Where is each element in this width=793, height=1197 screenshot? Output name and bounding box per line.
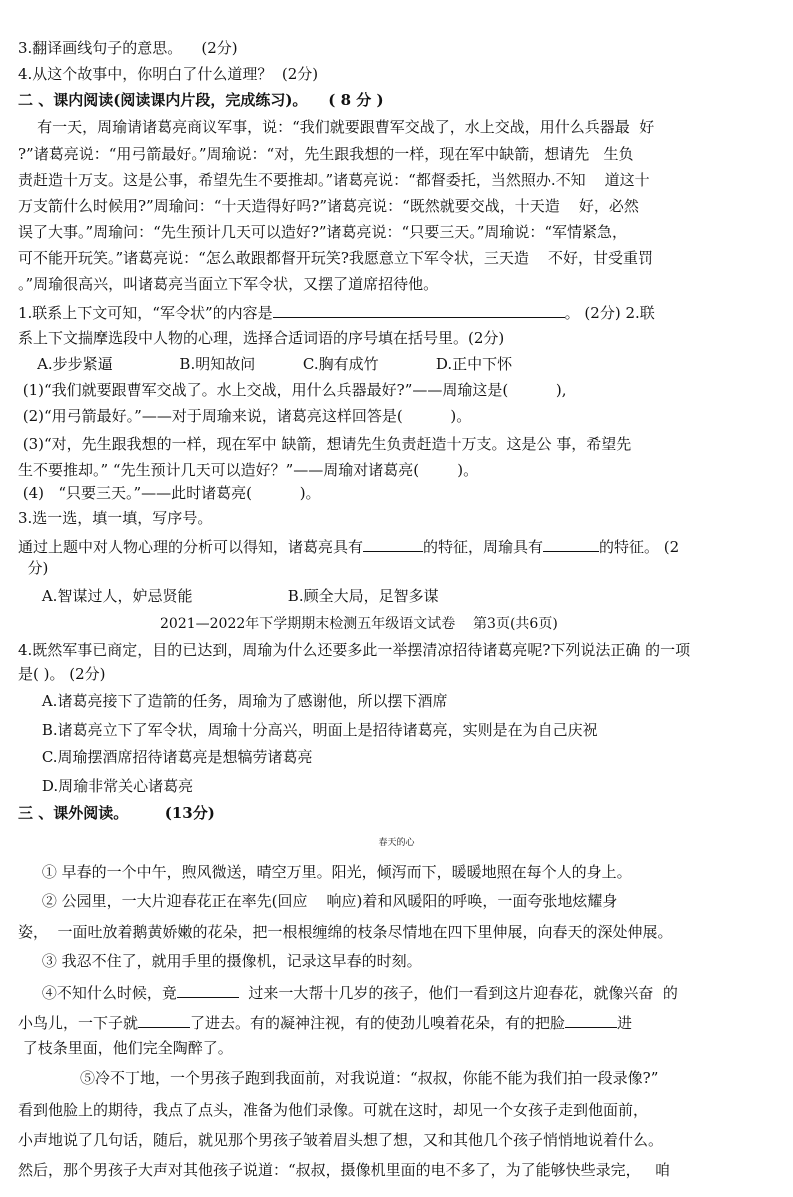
- article-text: 小鸟儿，一下子就: [18, 1014, 139, 1032]
- option-c: C.周瑜摆酒席招待诸葛亮是想犒劳诸葛亮: [18, 748, 313, 766]
- passage-line: 万支箭什么时候用?”周瑜问：“十天造得好吗?”诸葛亮说：“既然就要交战，十天造 好，必然: [18, 197, 639, 215]
- question-text: 的特征，周瑜具有: [423, 538, 544, 556]
- article-paragraph: 姿， 一面吐放着鹅黄娇嫩的花朵，把一根根缠绵的枝条尽情地在四下里伸展，向春天的深处伸展。: [18, 923, 673, 941]
- answer-blank[interactable]: [543, 536, 599, 552]
- page-footer: 2021—2022年下学期期末检测五年级语文试卷 第3页(共6页): [160, 616, 558, 632]
- question-3-translate: 3.翻译画线句子的意思。 (2分): [18, 39, 238, 57]
- question-4-line: 4.既然军事已商定，目的已达到，周瑜为什么还要多此一举摆清凉招待诸葛亮呢?下列说法正确 的一项: [18, 641, 691, 659]
- sub-question: (1)“我们就要跟曹军交战了。水上交战，用什么兵器最好?”——周瑜这是( ),: [18, 381, 567, 399]
- sub-question: (2)“用弓箭最好。”——对于周瑜来说，诸葛亮这样回答是( )。: [18, 407, 472, 425]
- question-text: 分): [18, 559, 49, 577]
- article-title: 春天的心: [378, 838, 415, 848]
- article-text: ④不知什么时候，竟: [18, 984, 177, 1002]
- passage-line: 有一天，周瑜请诸葛亮商议军事，说：“我们就要跟曹军交战了，水上交战，用什么兵器最 好: [18, 118, 655, 136]
- question-2-line: 系上下文揣摩选段中人物的心理，选择合适词语的序号填在括号里。(2分): [18, 329, 505, 347]
- answer-blank[interactable]: [177, 982, 239, 998]
- option-d: D.周瑜非常关心诸葛亮: [18, 777, 194, 795]
- article-paragraph: [18, 982, 678, 1003]
- options-row: A.智谋过人，妒忌贤能 B.顾全大局，足智多谋: [18, 587, 439, 605]
- answer-blank[interactable]: [273, 302, 565, 318]
- question-4-lesson: 4.从这个故事中，你明白了什么道理？ (2分): [18, 65, 319, 83]
- article-paragraph: 看到他脸上的期待，我点了点头，准备为他们录像。可就在这时，却见一个女孩子走到他面前，: [18, 1101, 649, 1119]
- article-paragraph: 然后，那个男孩子大声对其他孩子说道：“叔叔，摄像机里面的电不多了，为了能够快些录完， 咱: [18, 1161, 670, 1179]
- answer-blank[interactable]: [565, 1012, 617, 1028]
- question-text: 1.联系上下文可知，“军令状”的内容是: [18, 304, 273, 322]
- passage-line: 。”周瑜很高兴，叫诸葛亮当面立下军令状，又摆了道席招待他。: [18, 275, 439, 293]
- article-paragraph: ⑤冷不丁地，一个男孩子跑到我面前，对我说道：“叔叔，你能不能为我们拍一段录像?”: [18, 1069, 659, 1087]
- article-text: 了进去。有的凝神注视，有的使劲儿嗅着花朵，有的把脸: [190, 1014, 566, 1032]
- sub-question: (4) “只要三天。”——此时诸葛亮( )。: [18, 484, 321, 502]
- sub-question: 生不要推却。” “先生预计几天可以造好？”——周瑜对诸葛亮( )。: [18, 461, 479, 479]
- article-text: 进: [617, 1014, 633, 1032]
- passage-line: 误了大事。”周瑜问：“先生预计几天可以造好?”诸葛亮说：“只要三天。”周瑜说：“军情紧急，: [18, 223, 628, 241]
- options-row: A.步步紧逼 B.明知故问 C.胸有成竹 D.正中下怀: [18, 355, 513, 373]
- article-paragraph: [18, 1012, 632, 1033]
- question-text: 的特征。 (2: [599, 538, 680, 556]
- article-paragraph: 小声地说了几句话，随后，就见那个男孩子皱着眉头想了想，又和其他几个孩子悄悄地说着什么。: [18, 1131, 664, 1149]
- article-paragraph: 了枝条里面，他们完全陶醉了。: [18, 1039, 233, 1057]
- section-3-heading: 三 、课外阅读。 (13分): [18, 804, 215, 822]
- question-1-line: [18, 302, 655, 323]
- article-paragraph: ③ 我忍不住了，就用手里的摄像机，记录这早春的时刻。: [18, 952, 422, 970]
- option-a: A.诸葛亮接下了造箭的任务，周瑜为了感谢他，所以摆下酒席: [18, 692, 448, 710]
- answer-blank[interactable]: [138, 1012, 190, 1028]
- question-text: 。 (2分) 2.联: [564, 304, 655, 322]
- option-b: B.诸葛亮立下了军令状，周瑜十分高兴，明面上是招待诸葛亮，实则是在为自己庆祝: [18, 721, 598, 739]
- question-3-heading: 3.选一选，填一填，写序号。: [18, 509, 213, 527]
- passage-line: 责赶造十万支。这是公事，希望先生不要推却。”诸葛亮说：“都督委托，当然照办.不知 道这十: [18, 171, 650, 189]
- article-paragraph: ① 早春的一个中午，煦风微送，晴空万里。阳光，倾泻而下，暖暖地照在每个人的身上。: [18, 863, 632, 881]
- section-2-heading: 二 、课内阅读(阅读课内片段，完成练习)。 ( 8 分 ): [18, 91, 384, 109]
- article-paragraph: ② 公园里，一大片迎春花正在率先(回应 响应)着和风暖阳的呼唤，一面夸张地炫耀身: [18, 892, 618, 910]
- passage-line: ?”诸葛亮说：“用弓箭最好。”周瑜说：“对，先生跟我想的一样，现在军中缺箭，想请先 生负: [18, 145, 634, 163]
- question-text: 通过上题中对人物心理的分析可以得知，诸葛亮具有: [18, 538, 364, 556]
- sub-question: (3)“对，先生跟我想的一样，现在军中 缺箭，想请先生负责赶造十万支。这是公 事，希望先: [18, 435, 632, 453]
- answer-blank[interactable]: [363, 536, 423, 552]
- passage-line: 可不能开玩笑。”诸葛亮说：“怎么敢跟都督开玩笑?我愿意立下军令状，三天造 不好，甘受重罚: [18, 249, 653, 267]
- article-text: 过来一大帮十几岁的孩子，他们一看到这片迎春花，就像兴奋 的: [238, 984, 678, 1002]
- question-3-line: [18, 536, 679, 557]
- question-4-line: 是( )。 (2分): [18, 665, 106, 683]
